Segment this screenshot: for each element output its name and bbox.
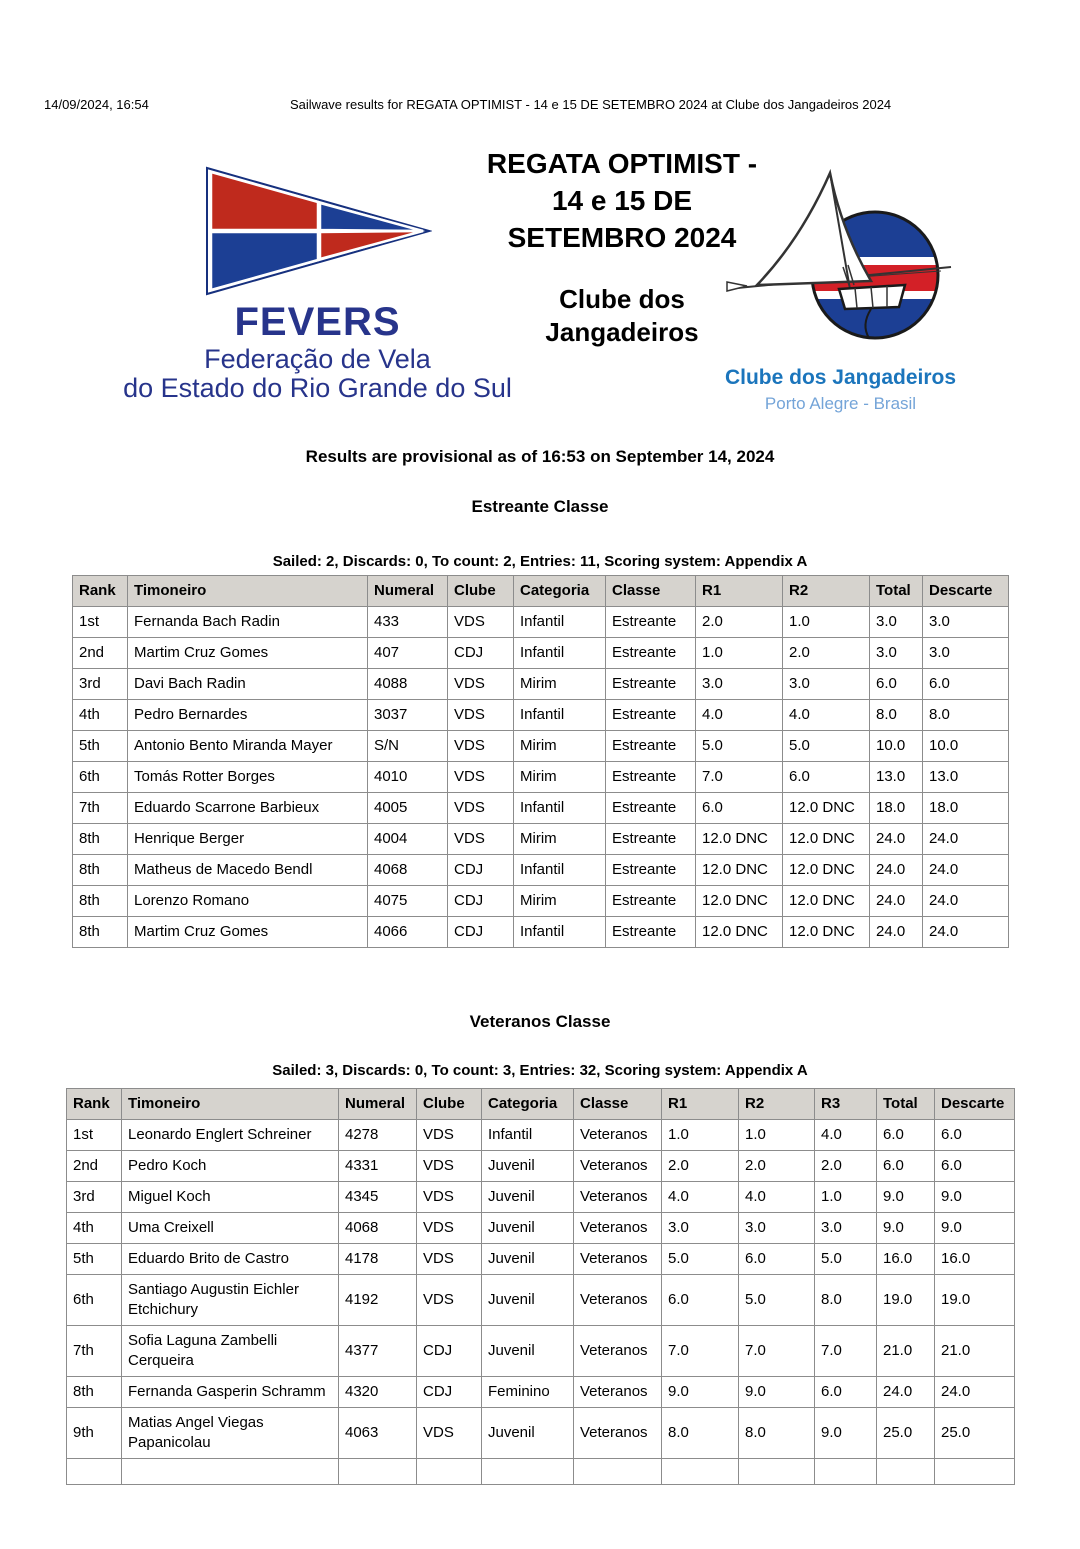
header-row	[67, 1089, 1015, 1120]
cell-classe: Estreante	[606, 793, 696, 824]
cell-timoneiro: Sofia Laguna Zambelli Cerqueira	[122, 1326, 339, 1377]
cell-rank: 2nd	[67, 1151, 122, 1182]
cell-numeral: 4331	[339, 1151, 417, 1182]
cell-rank: 8th	[67, 1377, 122, 1408]
cell-classe: Veteranos	[574, 1182, 662, 1213]
cell-descarte: 18.0	[923, 793, 1009, 824]
table-row-partial	[67, 1459, 1015, 1485]
cell-descarte: 6.0	[935, 1151, 1015, 1182]
cell-clube: VDS	[417, 1244, 482, 1275]
table-row	[67, 1275, 1015, 1326]
header-row	[73, 576, 1009, 607]
cell-r3: 7.0	[815, 1326, 877, 1377]
cell-rank: 4th	[73, 700, 128, 731]
cell-r1: 2.0	[696, 607, 783, 638]
cell-numeral: 4068	[368, 855, 448, 886]
cell-numeral: 407	[368, 638, 448, 669]
results-table-estreante	[72, 575, 1009, 948]
cell-numeral: 4004	[368, 824, 448, 855]
cell-clube: VDS	[448, 793, 514, 824]
cell-descarte: 10.0	[923, 731, 1009, 762]
cell-categoria: Mirim	[514, 762, 606, 793]
cell-r1: 6.0	[662, 1275, 739, 1326]
column-header-r2: R2	[783, 576, 870, 607]
cell-r3: 8.0	[815, 1275, 877, 1326]
cell-classe: Estreante	[606, 762, 696, 793]
cell-rank: 3rd	[73, 669, 128, 700]
cell-timoneiro: Pedro Bernardes	[128, 700, 368, 731]
cell-timoneiro: Martim Cruz Gomes	[128, 638, 368, 669]
fevers-acronym: FEVERS	[234, 300, 401, 344]
cell-total: 8.0	[870, 700, 923, 731]
cell-r3: 4.0	[815, 1120, 877, 1151]
column-header-descarte: Descarte	[935, 1089, 1015, 1120]
cell-categoria: Juvenil	[482, 1275, 574, 1326]
cell-empty	[574, 1459, 662, 1485]
cell-r3: 3.0	[815, 1213, 877, 1244]
cell-total: 6.0	[877, 1151, 935, 1182]
table-row	[73, 762, 1009, 793]
cell-numeral: 4345	[339, 1182, 417, 1213]
cell-descarte: 24.0	[923, 917, 1009, 948]
cell-classe: Estreante	[606, 700, 696, 731]
table-row	[73, 638, 1009, 669]
cell-r2: 2.0	[783, 638, 870, 669]
cell-numeral: 4075	[368, 886, 448, 917]
cell-r2: 7.0	[739, 1326, 815, 1377]
cell-categoria: Mirim	[514, 886, 606, 917]
cell-rank: 4th	[67, 1213, 122, 1244]
cell-rank: 2nd	[73, 638, 128, 669]
cell-clube: CDJ	[448, 917, 514, 948]
table-row	[73, 917, 1009, 948]
cell-timoneiro: Tomás Rotter Borges	[128, 762, 368, 793]
cell-rank: 3rd	[67, 1182, 122, 1213]
table-row	[73, 793, 1009, 824]
cell-numeral: 4066	[368, 917, 448, 948]
cell-empty	[417, 1459, 482, 1485]
table-row	[67, 1182, 1015, 1213]
cell-categoria: Infantil	[514, 700, 606, 731]
cell-numeral: 4068	[339, 1213, 417, 1244]
cell-descarte: 25.0	[935, 1408, 1015, 1459]
cell-total: 19.0	[877, 1275, 935, 1326]
cell-rank: 8th	[73, 824, 128, 855]
cell-classe: Estreante	[606, 886, 696, 917]
cell-numeral: 4010	[368, 762, 448, 793]
cell-r1: 12.0 DNC	[696, 824, 783, 855]
masthead	[0, 145, 1080, 420]
cell-numeral: 4088	[368, 669, 448, 700]
cell-clube: CDJ	[448, 886, 514, 917]
cell-classe: Veteranos	[574, 1151, 662, 1182]
cell-descarte: 8.0	[923, 700, 1009, 731]
column-header-timoneiro: Timoneiro	[128, 576, 368, 607]
cell-descarte: 6.0	[923, 669, 1009, 700]
cell-categoria: Mirim	[514, 731, 606, 762]
cell-total: 3.0	[870, 607, 923, 638]
cell-timoneiro: Fernanda Gasperin Schramm	[122, 1377, 339, 1408]
cell-clube: VDS	[448, 700, 514, 731]
cell-total: 24.0	[870, 855, 923, 886]
cell-timoneiro: Martim Cruz Gomes	[128, 917, 368, 948]
cell-timoneiro: Davi Bach Radin	[128, 669, 368, 700]
cell-r1: 7.0	[696, 762, 783, 793]
cell-empty	[815, 1459, 877, 1485]
column-header-total: Total	[877, 1089, 935, 1120]
table-row	[73, 886, 1009, 917]
table-row	[67, 1244, 1015, 1275]
cell-rank: 8th	[73, 917, 128, 948]
cell-r3: 9.0	[815, 1408, 877, 1459]
column-header-clube: Clube	[417, 1089, 482, 1120]
column-header-r1: R1	[662, 1089, 739, 1120]
cdj-club-location: Porto Alegre - Brasil	[764, 394, 917, 413]
cell-empty	[67, 1459, 122, 1485]
cell-categoria: Juvenil	[482, 1244, 574, 1275]
cell-descarte: 13.0	[923, 762, 1009, 793]
cell-total: 9.0	[877, 1182, 935, 1213]
cell-timoneiro: Pedro Koch	[122, 1151, 339, 1182]
cell-timoneiro: Fernanda Bach Radin	[128, 607, 368, 638]
cell-categoria: Infantil	[482, 1120, 574, 1151]
cell-descarte: 9.0	[935, 1182, 1015, 1213]
cell-r1: 12.0 DNC	[696, 886, 783, 917]
table-row	[67, 1151, 1015, 1182]
cell-categoria: Mirim	[514, 669, 606, 700]
cell-classe: Veteranos	[574, 1326, 662, 1377]
cell-categoria: Juvenil	[482, 1326, 574, 1377]
column-header-descarte: Descarte	[923, 576, 1009, 607]
cell-r2: 3.0	[739, 1213, 815, 1244]
cell-r1: 4.0	[696, 700, 783, 731]
fevers-name-line1: Federação de Vela	[204, 344, 431, 374]
cell-classe: Estreante	[606, 731, 696, 762]
cell-clube: VDS	[448, 669, 514, 700]
table-row	[67, 1377, 1015, 1408]
cell-r2: 6.0	[783, 762, 870, 793]
cell-r1: 8.0	[662, 1408, 739, 1459]
table-row	[67, 1213, 1015, 1244]
cell-categoria: Infantil	[514, 638, 606, 669]
cell-total: 3.0	[870, 638, 923, 669]
table-row	[73, 669, 1009, 700]
cell-timoneiro: Leonardo Englert Schreiner	[122, 1120, 339, 1151]
cell-rank: 1st	[67, 1120, 122, 1151]
cell-r2: 1.0	[739, 1120, 815, 1151]
cell-r1: 7.0	[662, 1326, 739, 1377]
cell-clube: CDJ	[417, 1326, 482, 1377]
table-row	[73, 607, 1009, 638]
cell-total: 9.0	[877, 1213, 935, 1244]
cell-total: 6.0	[877, 1120, 935, 1151]
cell-r1: 12.0 DNC	[696, 917, 783, 948]
column-header-total: Total	[870, 576, 923, 607]
cell-clube: VDS	[417, 1408, 482, 1459]
cell-categoria: Juvenil	[482, 1213, 574, 1244]
cell-clube: VDS	[417, 1275, 482, 1326]
cell-r2: 12.0 DNC	[783, 917, 870, 948]
cell-empty	[122, 1459, 339, 1485]
cell-clube: CDJ	[448, 855, 514, 886]
cell-r2: 4.0	[739, 1182, 815, 1213]
cell-r1: 4.0	[662, 1182, 739, 1213]
cell-categoria: Juvenil	[482, 1182, 574, 1213]
cell-classe: Veteranos	[574, 1213, 662, 1244]
cdj-club-name: Clube dos Jangadeiros	[724, 366, 957, 389]
section-summary-estreante: Sailed: 2, Discards: 0, To count: 2, Entries: 11, Scoring system: Appendix A	[272, 553, 808, 570]
column-header-r1: R1	[696, 576, 783, 607]
cell-r3: 2.0	[815, 1151, 877, 1182]
cell-descarte: 16.0	[935, 1244, 1015, 1275]
cell-numeral: S/N	[368, 731, 448, 762]
cell-classe: Estreante	[606, 607, 696, 638]
column-header-classe: Classe	[574, 1089, 662, 1120]
event-title: REGATA OPTIMIST - 14 e 15 DE SETEMBRO 2024	[486, 148, 758, 253]
column-header-categoria: Categoria	[514, 576, 606, 607]
table-row	[67, 1326, 1015, 1377]
cell-numeral: 4278	[339, 1120, 417, 1151]
cell-categoria: Feminino	[482, 1377, 574, 1408]
column-header-classe: Classe	[606, 576, 696, 607]
cell-descarte: 9.0	[935, 1213, 1015, 1244]
cell-empty	[739, 1459, 815, 1485]
print-date: 14/09/2024, 16:54	[44, 97, 149, 112]
cell-classe: Veteranos	[574, 1408, 662, 1459]
cell-empty	[662, 1459, 739, 1485]
cell-descarte: 24.0	[923, 855, 1009, 886]
cell-categoria: Infantil	[514, 793, 606, 824]
cell-rank: 1st	[73, 607, 128, 638]
cell-r2: 5.0	[783, 731, 870, 762]
cell-total: 6.0	[870, 669, 923, 700]
section-summary-veteranos: Sailed: 3, Discards: 0, To count: 3, Entries: 32, Scoring system: Appendix A	[272, 1062, 808, 1079]
cell-numeral: 4320	[339, 1377, 417, 1408]
cell-rank: 7th	[73, 793, 128, 824]
cell-clube: VDS	[448, 607, 514, 638]
cell-total: 24.0	[870, 917, 923, 948]
cell-r1: 9.0	[662, 1377, 739, 1408]
cdj-sailboat-icon	[723, 167, 958, 359]
cell-total: 18.0	[870, 793, 923, 824]
cell-rank: 8th	[73, 855, 128, 886]
cell-r1: 3.0	[696, 669, 783, 700]
column-header-rank: Rank	[67, 1089, 122, 1120]
cell-r2: 3.0	[783, 669, 870, 700]
cell-r1: 2.0	[662, 1151, 739, 1182]
cell-classe: Veteranos	[574, 1244, 662, 1275]
cell-clube: VDS	[448, 731, 514, 762]
column-header-numeral: Numeral	[368, 576, 448, 607]
cell-r1: 12.0 DNC	[696, 855, 783, 886]
section-title-veteranos: Veteranos Classe	[469, 1012, 611, 1031]
cell-rank: 8th	[73, 886, 128, 917]
cell-total: 13.0	[870, 762, 923, 793]
cell-descarte: 24.0	[923, 886, 1009, 917]
cell-numeral: 4377	[339, 1326, 417, 1377]
cell-r2: 6.0	[739, 1244, 815, 1275]
event-venue: Clube dos Jangadeiros	[545, 284, 699, 347]
cell-classe: Veteranos	[574, 1275, 662, 1326]
cell-timoneiro: Lorenzo Romano	[128, 886, 368, 917]
table-row	[73, 824, 1009, 855]
cell-numeral: 433	[368, 607, 448, 638]
table-row	[73, 700, 1009, 731]
cell-r2: 4.0	[783, 700, 870, 731]
cell-numeral: 4192	[339, 1275, 417, 1326]
table-row	[73, 731, 1009, 762]
cell-categoria: Infantil	[514, 855, 606, 886]
cell-classe: Estreante	[606, 638, 696, 669]
cell-numeral: 4178	[339, 1244, 417, 1275]
cell-r2: 1.0	[783, 607, 870, 638]
cell-r1: 5.0	[696, 731, 783, 762]
results-table-veteranos	[66, 1088, 1015, 1485]
column-header-timoneiro: Timoneiro	[122, 1089, 339, 1120]
cell-total: 24.0	[870, 886, 923, 917]
cell-total: 21.0	[877, 1326, 935, 1377]
cell-rank: 5th	[73, 731, 128, 762]
cell-rank: 7th	[67, 1326, 122, 1377]
cell-clube: VDS	[417, 1213, 482, 1244]
cell-empty	[482, 1459, 574, 1485]
cell-total: 16.0	[877, 1244, 935, 1275]
cell-descarte: 21.0	[935, 1326, 1015, 1377]
cell-total: 10.0	[870, 731, 923, 762]
cell-r3: 1.0	[815, 1182, 877, 1213]
cell-classe: Estreante	[606, 855, 696, 886]
cell-descarte: 19.0	[935, 1275, 1015, 1326]
cell-timoneiro: Matias Angel Viegas Papanicolau	[122, 1408, 339, 1459]
cell-classe: Estreante	[606, 824, 696, 855]
cell-timoneiro: Eduardo Brito de Castro	[122, 1244, 339, 1275]
provisional-note: Results are provisional as of 16:53 on September 14, 2024	[305, 447, 775, 466]
cell-clube: VDS	[448, 762, 514, 793]
cell-r2: 2.0	[739, 1151, 815, 1182]
cell-timoneiro: Antonio Bento Miranda Mayer	[128, 731, 368, 762]
cell-r3: 6.0	[815, 1377, 877, 1408]
cell-r2: 12.0 DNC	[783, 824, 870, 855]
cell-descarte: 6.0	[935, 1120, 1015, 1151]
cell-clube: CDJ	[417, 1377, 482, 1408]
cell-r2: 12.0 DNC	[783, 855, 870, 886]
cell-r2: 8.0	[739, 1408, 815, 1459]
cell-categoria: Mirim	[514, 824, 606, 855]
section-title-estreante: Estreante Classe	[471, 497, 609, 516]
cell-r1: 5.0	[662, 1244, 739, 1275]
cell-r2: 12.0 DNC	[783, 886, 870, 917]
fevers-name-line2: do Estado do Rio Grande do Sul	[123, 373, 512, 403]
cell-descarte: 24.0	[923, 824, 1009, 855]
cell-timoneiro: Uma Creixell	[122, 1213, 339, 1244]
cell-clube: VDS	[417, 1120, 482, 1151]
cell-timoneiro: Eduardo Scarrone Barbieux	[128, 793, 368, 824]
cell-numeral: 4063	[339, 1408, 417, 1459]
cell-r2: 9.0	[739, 1377, 815, 1408]
cell-categoria: Infantil	[514, 917, 606, 948]
cell-timoneiro: Henrique Berger	[128, 824, 368, 855]
cell-clube: CDJ	[448, 638, 514, 669]
cell-categoria: Infantil	[514, 607, 606, 638]
column-header-r2: R2	[739, 1089, 815, 1120]
cell-r3: 5.0	[815, 1244, 877, 1275]
cell-total: 24.0	[870, 824, 923, 855]
cell-clube: VDS	[448, 824, 514, 855]
cell-empty	[339, 1459, 417, 1485]
cell-r2: 12.0 DNC	[783, 793, 870, 824]
cell-r1: 3.0	[662, 1213, 739, 1244]
cell-r1: 1.0	[662, 1120, 739, 1151]
cell-categoria: Juvenil	[482, 1151, 574, 1182]
column-header-r3: R3	[815, 1089, 877, 1120]
column-header-rank: Rank	[73, 576, 128, 607]
cell-classe: Estreante	[606, 917, 696, 948]
cell-clube: VDS	[417, 1182, 482, 1213]
cell-rank: 6th	[73, 762, 128, 793]
column-header-numeral: Numeral	[339, 1089, 417, 1120]
cell-classe: Estreante	[606, 669, 696, 700]
fevers-pennant-icon	[204, 165, 432, 297]
cell-classe: Veteranos	[574, 1377, 662, 1408]
table-row	[67, 1120, 1015, 1151]
cell-empty	[877, 1459, 935, 1485]
cell-rank: 5th	[67, 1244, 122, 1275]
cell-rank: 6th	[67, 1275, 122, 1326]
cell-numeral: 4005	[368, 793, 448, 824]
column-header-categoria: Categoria	[482, 1089, 574, 1120]
cell-descarte: 24.0	[935, 1377, 1015, 1408]
fevers-logo	[110, 165, 525, 403]
cell-empty	[935, 1459, 1015, 1485]
cell-total: 25.0	[877, 1408, 935, 1459]
print-page-title: Sailwave results for REGATA OPTIMIST - 14 e 15 DE SETEMBRO 2024 at Clube dos Jangadeiros 2024	[290, 97, 892, 112]
cell-r2: 5.0	[739, 1275, 815, 1326]
cell-rank: 9th	[67, 1408, 122, 1459]
cdj-logo	[708, 167, 973, 415]
cell-timoneiro: Matheus de Macedo Bendl	[128, 855, 368, 886]
column-header-clube: Clube	[448, 576, 514, 607]
cell-classe: Veteranos	[574, 1120, 662, 1151]
cell-timoneiro: Miguel Koch	[122, 1182, 339, 1213]
cell-timoneiro: Santiago Augustin Eichler Etchichury	[122, 1275, 339, 1326]
cell-r1: 1.0	[696, 638, 783, 669]
table-row	[67, 1408, 1015, 1459]
cell-numeral: 3037	[368, 700, 448, 731]
cell-descarte: 3.0	[923, 607, 1009, 638]
table-row	[73, 855, 1009, 886]
cell-r1: 6.0	[696, 793, 783, 824]
cell-categoria: Juvenil	[482, 1408, 574, 1459]
cell-clube: VDS	[417, 1151, 482, 1182]
cell-descarte: 3.0	[923, 638, 1009, 669]
cell-total: 24.0	[877, 1377, 935, 1408]
